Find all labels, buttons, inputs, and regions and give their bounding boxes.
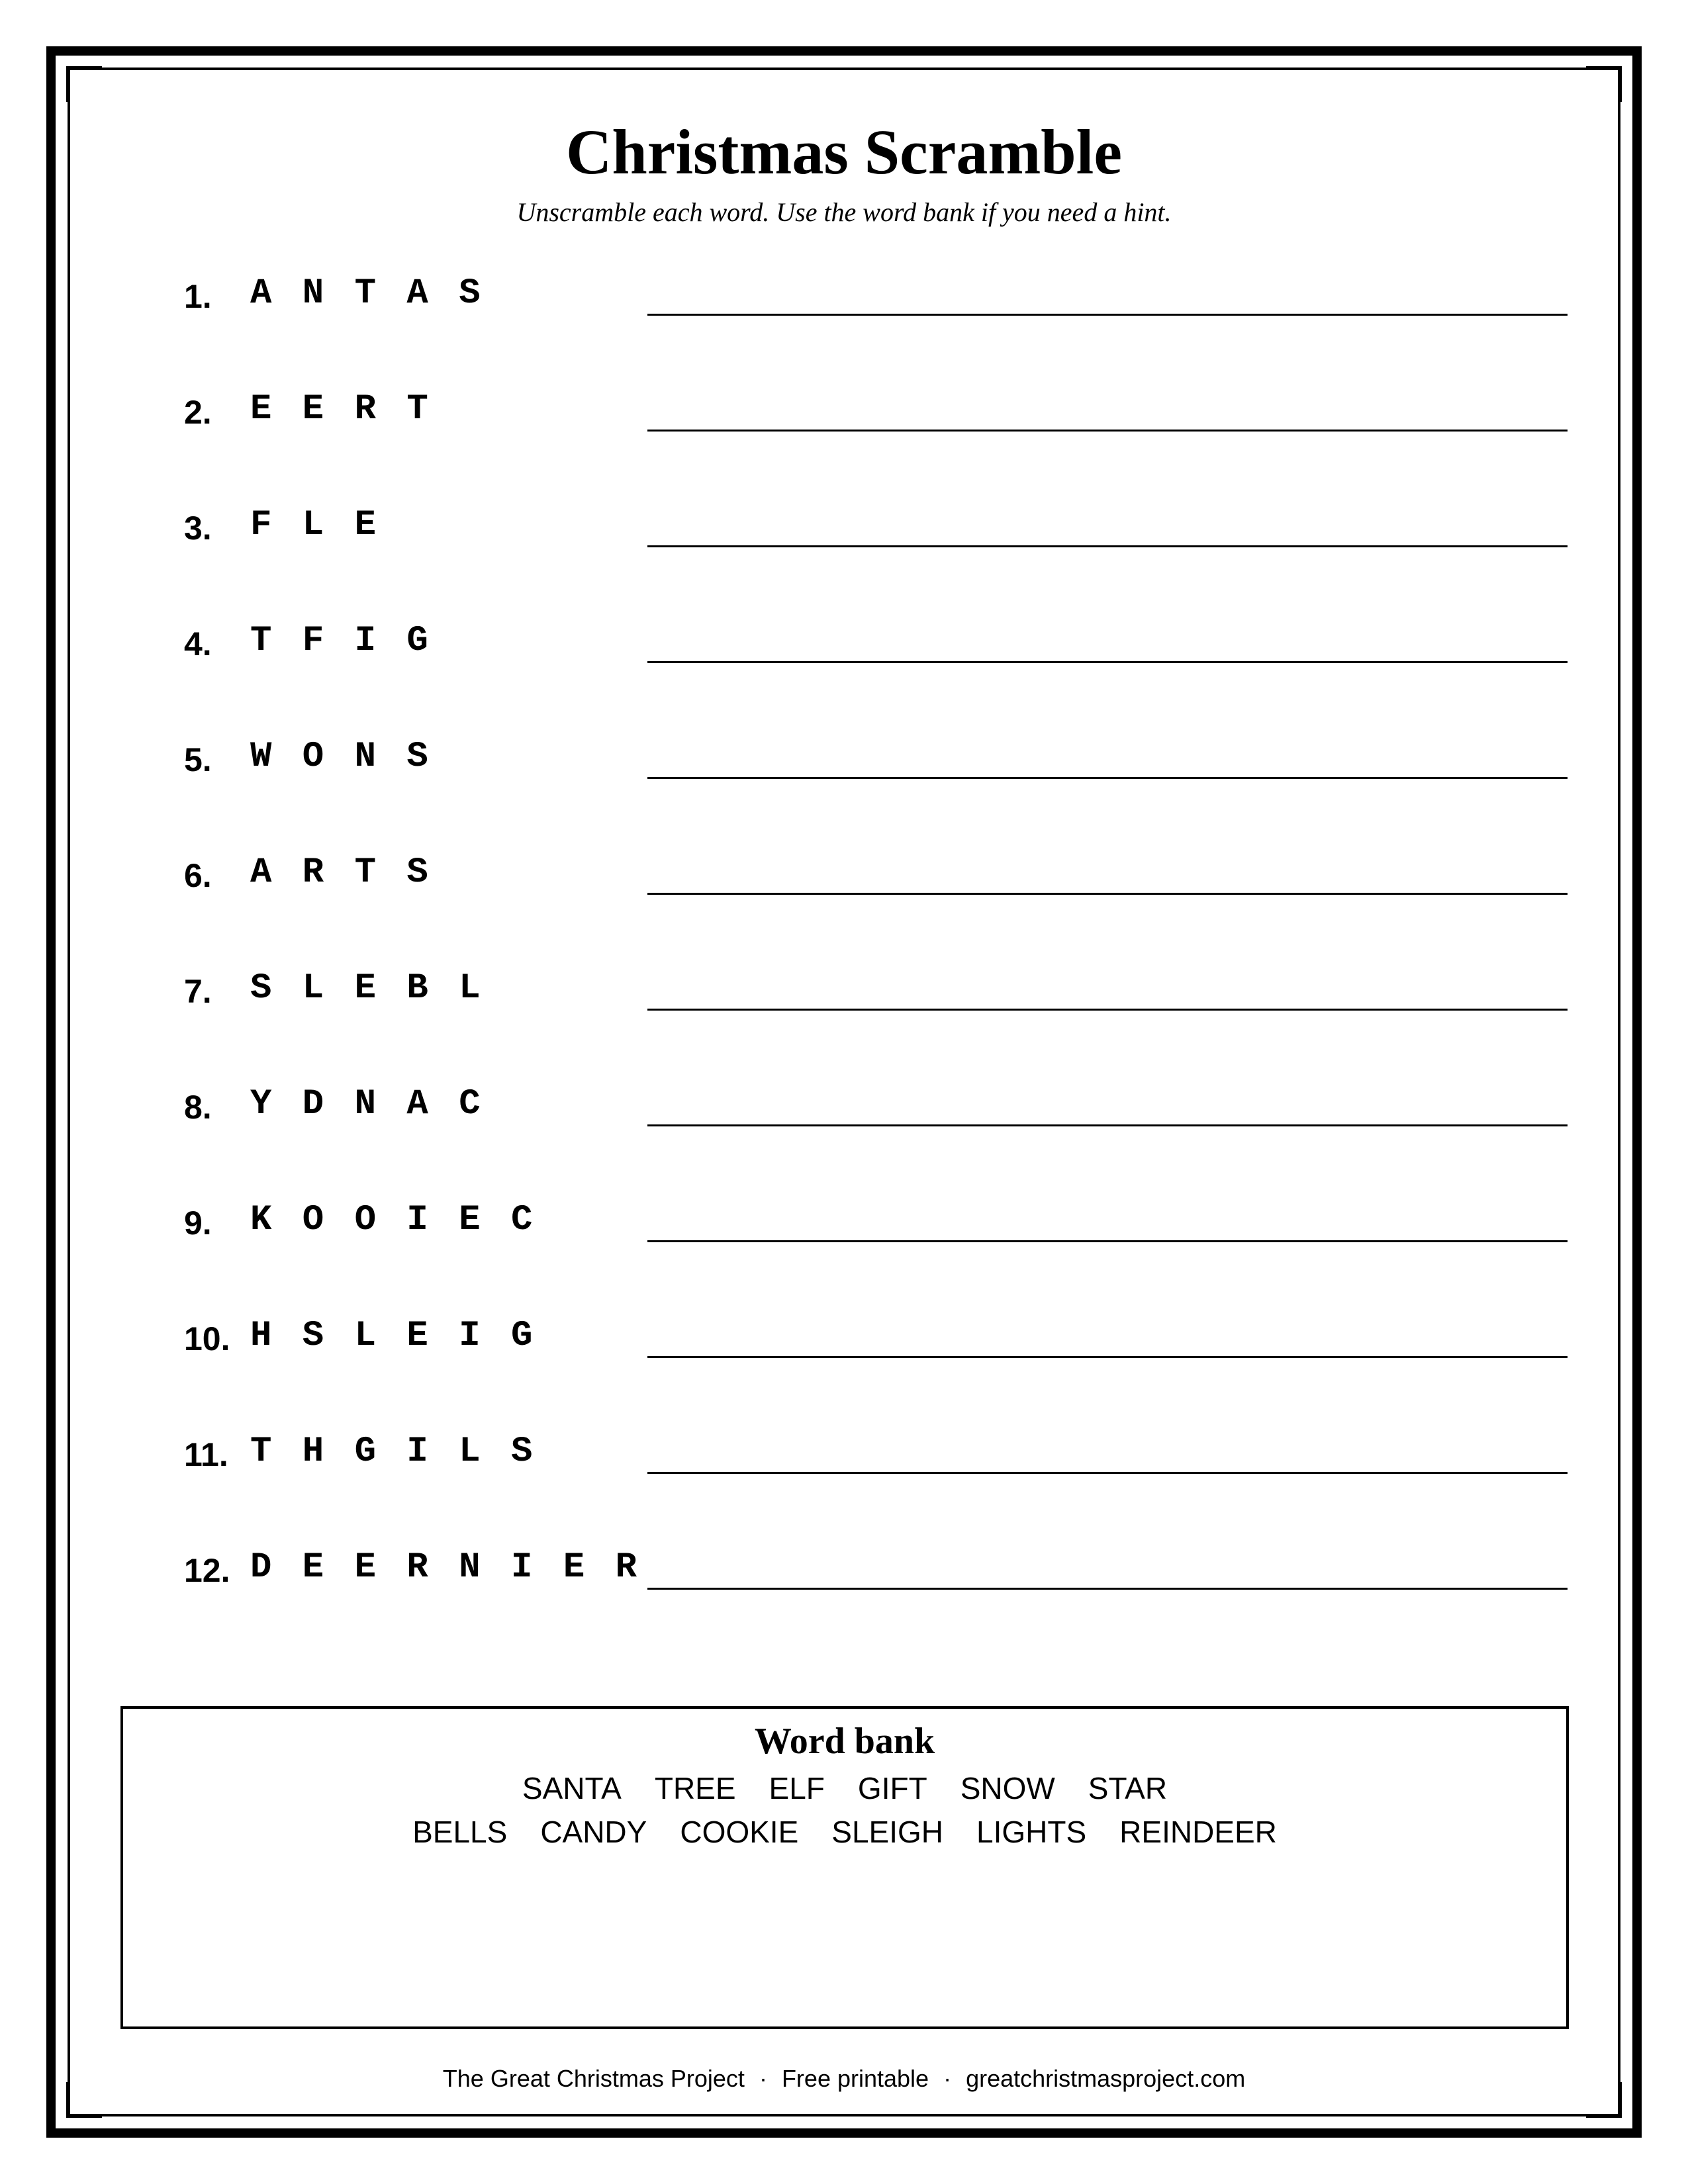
word-bank-line-1: [123, 1768, 1566, 1808]
word-bank-word: SANTA: [522, 1771, 622, 1805]
answer-line[interactable]: [647, 1472, 1568, 1474]
puzzle-row-4: [0, 621, 1688, 740]
scrambled-word: A R T S: [250, 852, 433, 893]
word-bank-word: SNOW: [960, 1771, 1055, 1805]
scrambled-word: H S L E I G: [250, 1316, 538, 1356]
answer-line[interactable]: [647, 1240, 1568, 1242]
answer-line[interactable]: [647, 545, 1568, 547]
answer-line[interactable]: [647, 430, 1568, 432]
scrambled-word: D E E R N I E R: [250, 1547, 642, 1588]
word-bank-word: ELF: [769, 1771, 825, 1805]
scrambled-word: T F I G: [250, 621, 433, 661]
puzzle-number: 1.: [184, 278, 212, 315]
scrambled-word: W O N S: [250, 737, 433, 777]
puzzle-number: 12.: [184, 1552, 230, 1589]
scrambled-word: E E R T: [250, 389, 433, 430]
puzzle-row-2: [0, 389, 1688, 508]
instructions: Unscramble each word. Use the word bank if you need a hint.: [516, 197, 1172, 227]
puzzle-number: 7.: [184, 973, 212, 1010]
puzzle-row-12: [0, 1547, 1688, 1666]
word-bank-line-2: [123, 1812, 1566, 1852]
word-bank-word: LIGHTS: [976, 1815, 1087, 1849]
scrambled-word: A N T A S: [250, 273, 485, 314]
puzzle-number: 9.: [184, 1205, 212, 1242]
word-bank: [120, 1706, 1569, 2029]
word-bank-word: BELLS: [412, 1815, 508, 1849]
puzzle-number: 11.: [184, 1436, 228, 1473]
puzzle-row-11: [0, 1432, 1688, 1551]
puzzle-row-3: [0, 505, 1688, 624]
puzzle-number: 10.: [184, 1320, 230, 1357]
scrambled-word: F L E: [250, 505, 381, 545]
puzzle-number: 8.: [184, 1089, 212, 1126]
answer-line[interactable]: [647, 1356, 1568, 1358]
puzzle-number: 6.: [184, 857, 212, 894]
puzzle-number: 4.: [184, 625, 212, 662]
word-bank-word: CANDY: [540, 1815, 647, 1849]
puzzle-row-1: [0, 273, 1688, 392]
footer: [0, 2064, 1688, 2094]
page-title: Christmas Scramble: [566, 116, 1122, 187]
word-bank-word: GIFT: [857, 1771, 927, 1805]
footer-site-link[interactable]: greatchristmasproject.com: [966, 2065, 1246, 2092]
word-bank-word: STAR: [1088, 1771, 1168, 1805]
footer-separator: ·: [943, 2065, 952, 2092]
puzzle-number: 3.: [184, 510, 212, 547]
puzzle-row-7: [0, 968, 1688, 1087]
puzzle-row-8: [0, 1084, 1688, 1203]
answer-line[interactable]: [647, 661, 1568, 663]
word-bank-word: REINDEER: [1119, 1815, 1277, 1849]
puzzle-number: 5.: [184, 741, 212, 778]
word-bank-title: Word bank: [754, 1721, 935, 1762]
answer-line[interactable]: [647, 777, 1568, 779]
scrambled-word: K O O I E C: [250, 1200, 538, 1240]
answer-line[interactable]: [647, 1588, 1568, 1590]
answer-line[interactable]: [647, 1009, 1568, 1011]
puzzle-number: 2.: [184, 394, 212, 431]
puzzle-row-10: [0, 1316, 1688, 1435]
scrambled-word: Y D N A C: [250, 1084, 485, 1124]
footer-note: Free printable: [781, 2065, 929, 2092]
scrambled-word: S L E B L: [250, 968, 485, 1009]
word-bank-word: COOKIE: [680, 1815, 799, 1849]
word-bank-word: SLEIGH: [831, 1815, 944, 1849]
answer-line[interactable]: [647, 314, 1568, 316]
word-bank-word: TREE: [654, 1771, 736, 1805]
footer-separator: ·: [759, 2065, 767, 2092]
answer-line[interactable]: [647, 1124, 1568, 1126]
answer-line[interactable]: [647, 893, 1568, 895]
footer-project: The Great Christmas Project: [442, 2065, 745, 2092]
scrambled-word: T H G I L S: [250, 1432, 538, 1472]
puzzle-row-5: [0, 737, 1688, 856]
puzzle-row-9: [0, 1200, 1688, 1319]
puzzle-row-6: [0, 852, 1688, 972]
